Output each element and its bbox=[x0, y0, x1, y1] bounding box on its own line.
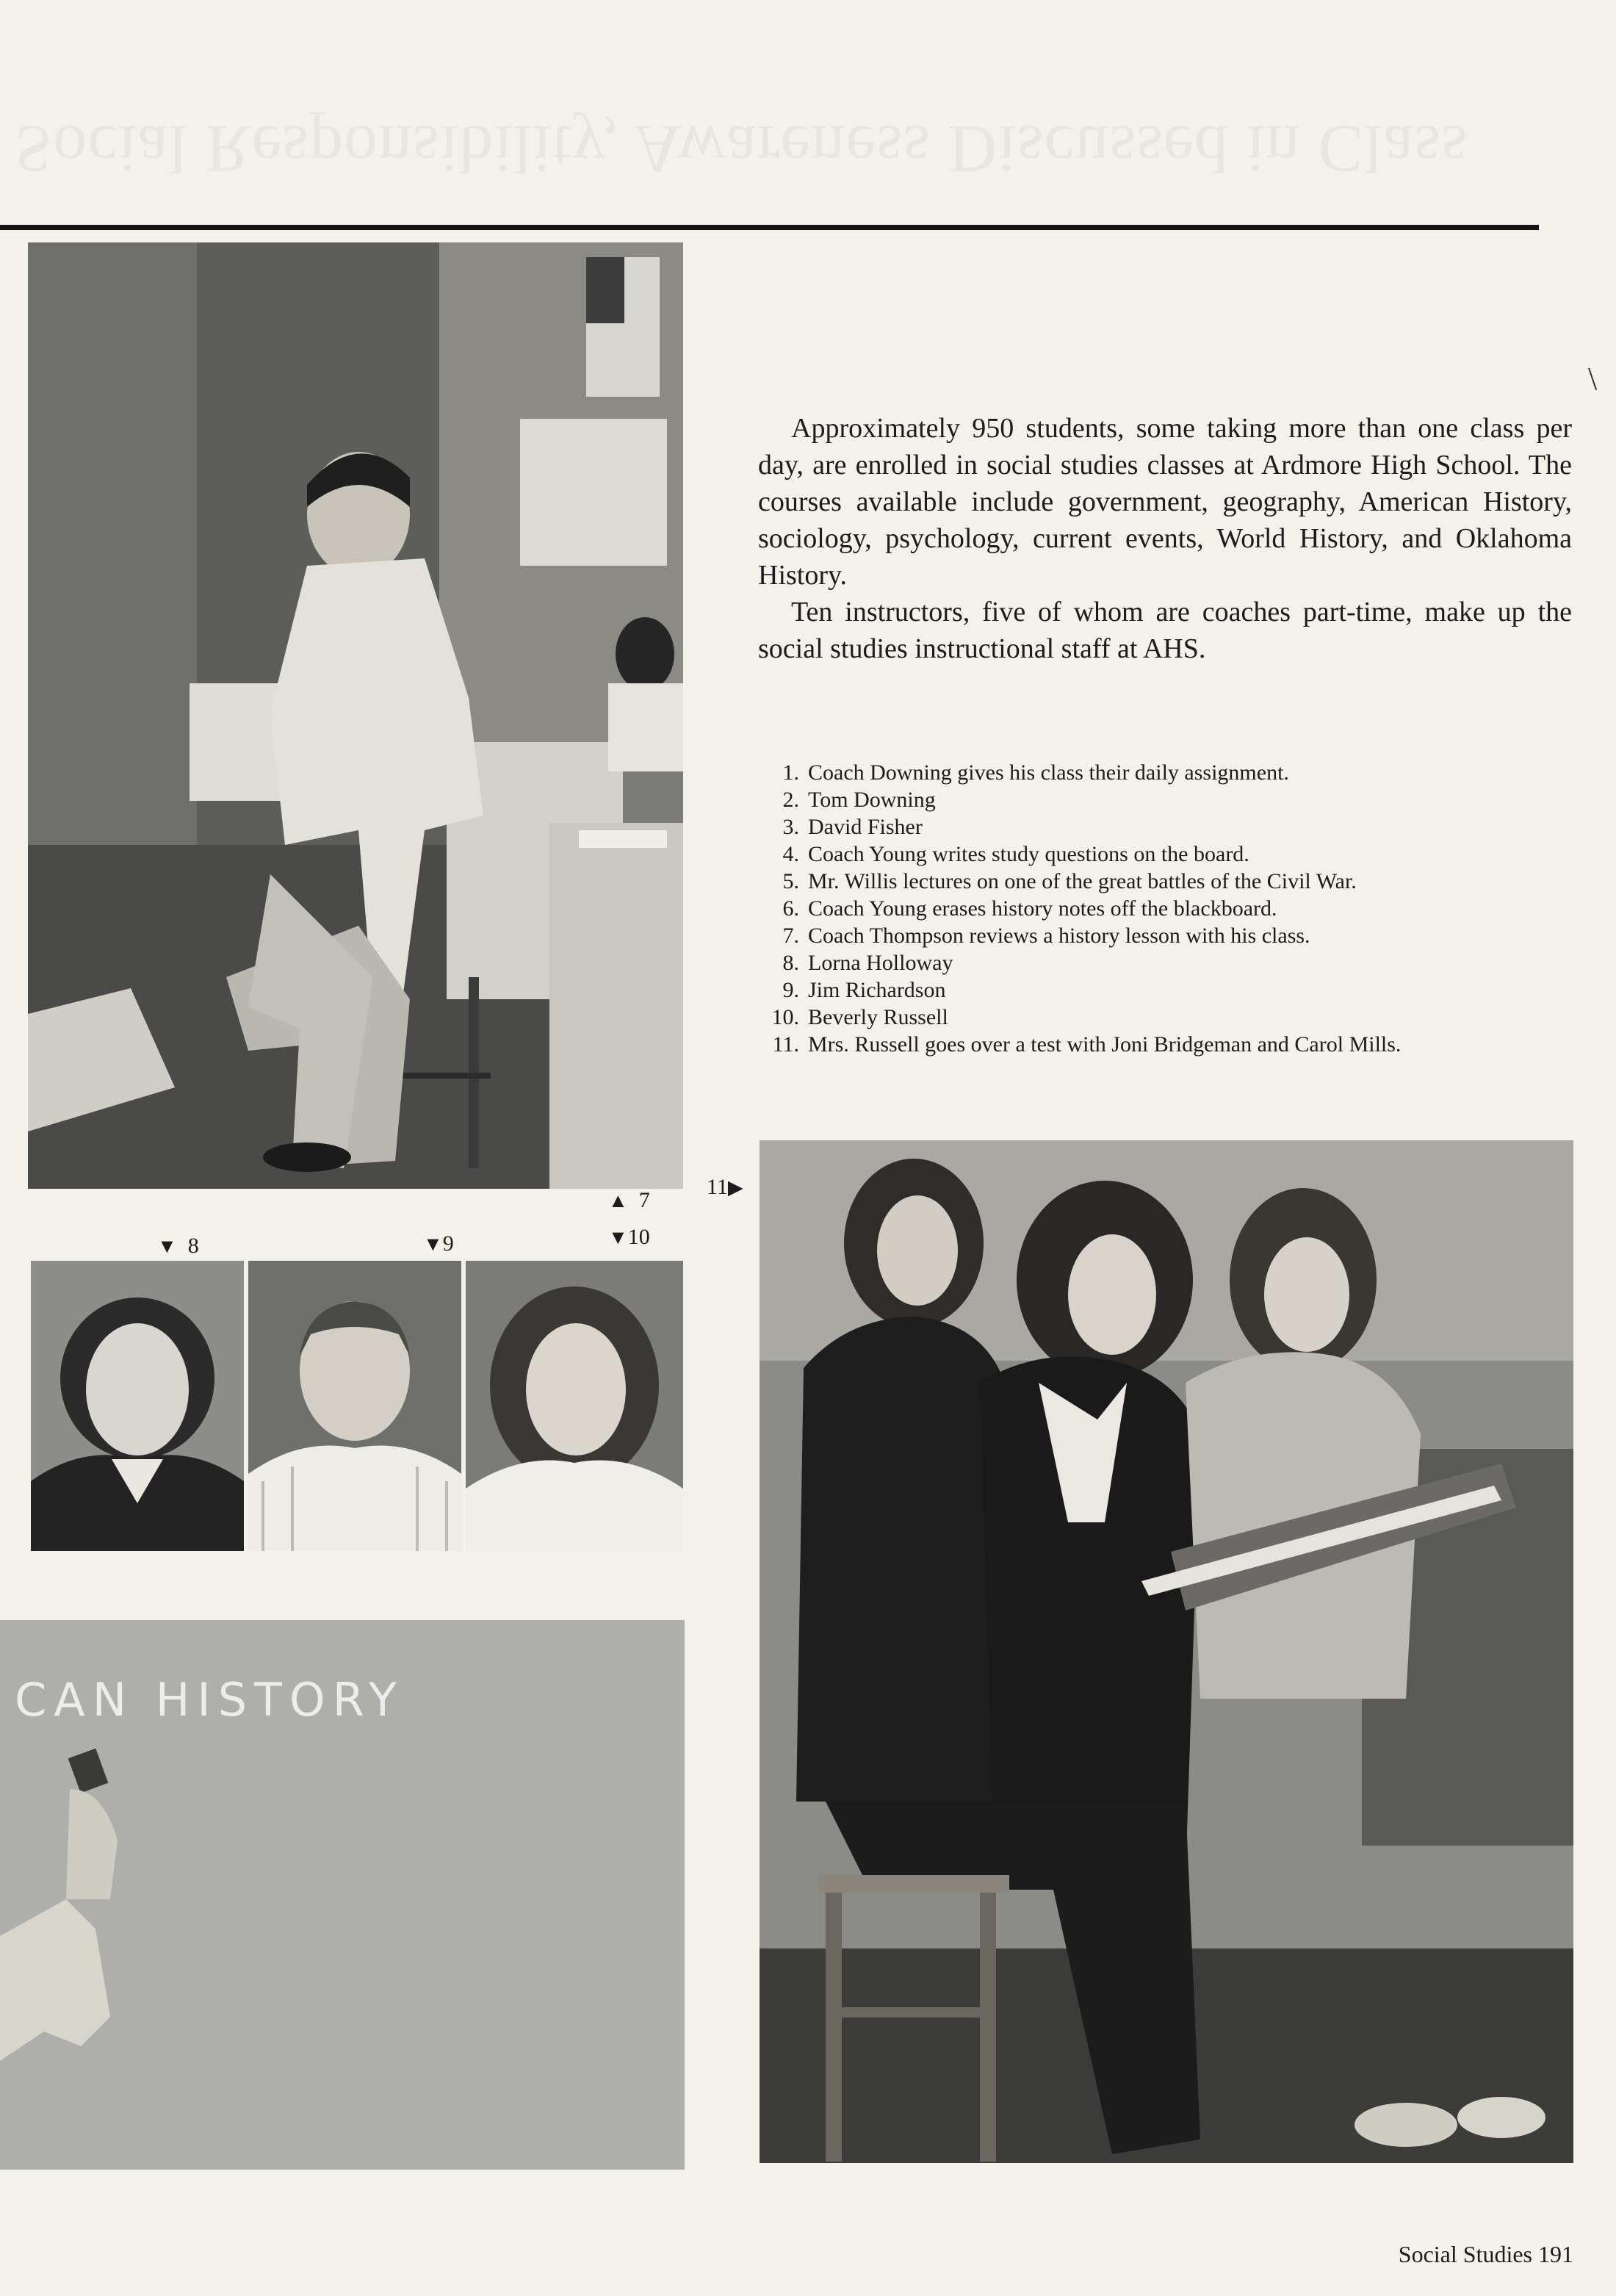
portrait-jim-richardson bbox=[248, 1261, 461, 1551]
caption-item: 6. Coach Young erases history notes off the blackboard. bbox=[782, 896, 1277, 921]
caption-item: 1. Coach Downing gives his class their daily assignment. bbox=[782, 760, 1289, 785]
chalkboard-text: CAN HISTORY bbox=[15, 1673, 404, 1727]
portrait-lorna-holloway bbox=[31, 1261, 244, 1551]
right-triangle-icon: ▶ bbox=[727, 1176, 743, 1198]
photo-tag-8 bbox=[157, 1234, 199, 1258]
photo-tag-7-number: 7 bbox=[638, 1188, 650, 1212]
photo-tag-11 bbox=[707, 1176, 743, 1199]
caption-item: 3. David Fisher bbox=[782, 815, 923, 839]
down-triangle-icon: ▼ bbox=[423, 1233, 443, 1255]
margin-mark: \ bbox=[1588, 361, 1598, 397]
caption-item: 4. Coach Young writes study questions on the board. bbox=[782, 842, 1249, 866]
group-review-photo bbox=[760, 1140, 1573, 2163]
down-triangle-icon: ▼ bbox=[157, 1235, 177, 1257]
classroom-teacher-photo bbox=[28, 242, 683, 1189]
down-triangle-icon: ▼ bbox=[608, 1226, 628, 1248]
intro-paragraph-2: Ten instructors, five of whom are coaches part-time, make up the social studies instructional staff at AHS. bbox=[758, 597, 1572, 664]
photo-tag-9-number: 9 bbox=[442, 1231, 454, 1256]
caption-item: 11. Mrs. Russell goes over a test with Joni Bridgeman and Carol Mills. bbox=[772, 1032, 1402, 1057]
photo-tag-10 bbox=[608, 1226, 650, 1249]
intro-text bbox=[758, 410, 1572, 667]
photo-tag-7 bbox=[608, 1189, 650, 1212]
portrait-beverly-russell bbox=[466, 1261, 683, 1551]
caption-item: 10. Beverly Russell bbox=[771, 1005, 948, 1029]
caption-item: 2. Tom Downing bbox=[782, 788, 936, 812]
photo-captions-list bbox=[761, 759, 1562, 1058]
caption-item: 7. Coach Thompson reviews a history lesson with his class. bbox=[782, 924, 1310, 948]
intro-paragraph-1: Approximately 950 students, some taking more than one class per day, are enrolled in social studies classes at Ardmore High School. The courses available include government, geography, American History, sociology, psychology, current events, World History, and Oklahoma History. bbox=[758, 413, 1572, 591]
bleed-through-header: Social Responsibility, Awareness Discussed in Class bbox=[15, 112, 1468, 187]
up-triangle-icon: ▲ bbox=[608, 1190, 628, 1212]
page-folio: Social Studies 191 bbox=[1398, 2241, 1573, 2267]
photo-tag-8-number: 8 bbox=[187, 1234, 199, 1258]
caption-item: 5. Mr. Willis lectures on one of the great battles of the Civil War. bbox=[782, 869, 1357, 893]
caption-item: 8. Lorna Holloway bbox=[782, 951, 953, 975]
caption-item: 9. Jim Richardson bbox=[782, 978, 946, 1002]
photo-tag-10-number: 10 bbox=[627, 1225, 650, 1249]
chalkboard-photo bbox=[0, 1620, 685, 2170]
photo-tag-11-number: 11 bbox=[707, 1175, 728, 1199]
photo-tag-9 bbox=[423, 1232, 454, 1256]
header-rule bbox=[0, 225, 1539, 230]
